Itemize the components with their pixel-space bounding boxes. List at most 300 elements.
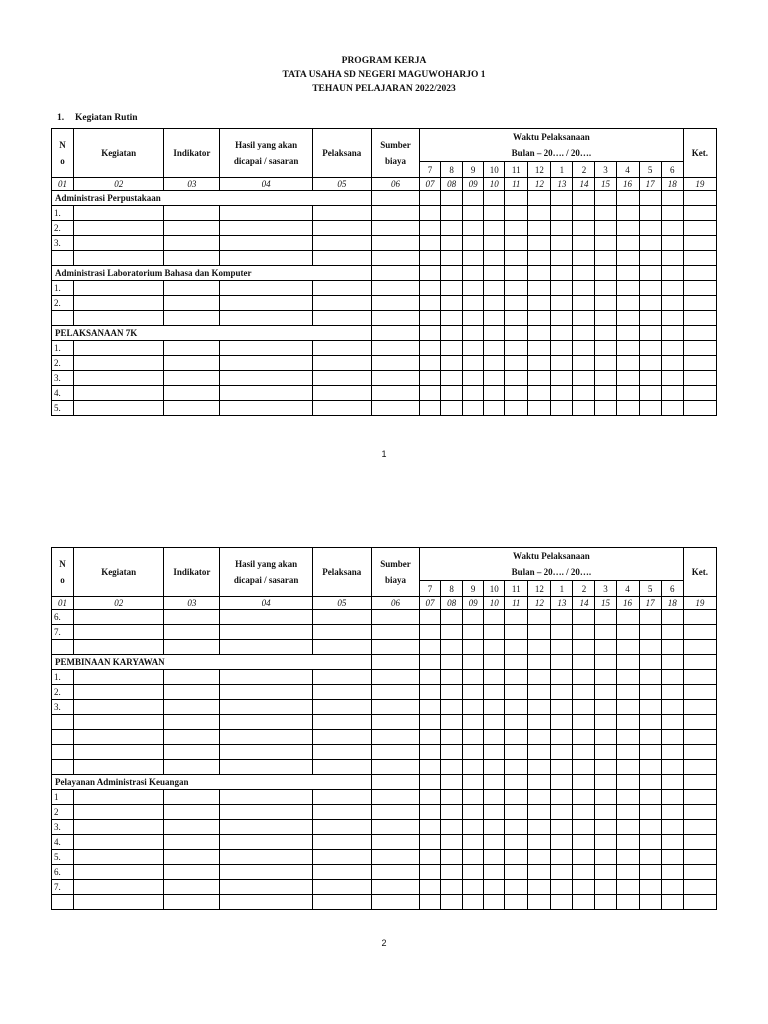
table-cell bbox=[595, 700, 616, 715]
table-cell bbox=[505, 625, 528, 640]
table-cell bbox=[639, 730, 661, 745]
table-cell bbox=[616, 655, 639, 670]
header-row bbox=[52, 129, 717, 162]
document-title-line-1: PROGRAM KERJA bbox=[341, 56, 427, 66]
row-number: 7. bbox=[52, 880, 74, 895]
table-cell bbox=[484, 700, 505, 715]
table-cell bbox=[639, 386, 661, 401]
table-cell bbox=[484, 655, 505, 670]
month-header: 6 bbox=[661, 581, 683, 597]
month-header: 2 bbox=[573, 581, 595, 597]
table-cell bbox=[164, 625, 220, 640]
table-cell bbox=[420, 281, 441, 296]
table-cell bbox=[441, 880, 463, 895]
table-cell bbox=[312, 895, 371, 910]
table-cell bbox=[683, 356, 716, 371]
table-cell bbox=[420, 775, 441, 790]
table-cell bbox=[505, 730, 528, 745]
table-cell bbox=[74, 386, 164, 401]
table-cell bbox=[505, 865, 528, 880]
table-cell bbox=[551, 640, 573, 655]
table-cell bbox=[616, 311, 639, 326]
month-header: 9 bbox=[463, 162, 484, 178]
column-number: 14 bbox=[573, 597, 595, 610]
table-cell bbox=[164, 251, 220, 266]
table-cell bbox=[312, 820, 371, 835]
table-cell bbox=[420, 685, 441, 700]
table-cell bbox=[551, 655, 573, 670]
table-cell bbox=[505, 685, 528, 700]
table-cell bbox=[616, 266, 639, 281]
table-cell bbox=[463, 685, 484, 700]
table-cell bbox=[528, 835, 551, 850]
column-number: 02 bbox=[74, 597, 164, 610]
table-cell bbox=[371, 760, 419, 775]
table-cell bbox=[639, 775, 661, 790]
table-cell bbox=[505, 236, 528, 251]
table-cell bbox=[616, 401, 639, 416]
table-cell bbox=[74, 356, 164, 371]
row-number bbox=[52, 745, 74, 760]
table-cell bbox=[484, 640, 505, 655]
row-number: 1. bbox=[52, 206, 74, 221]
table-row bbox=[52, 221, 717, 236]
table-cell bbox=[595, 326, 616, 341]
table-cell bbox=[164, 820, 220, 835]
table-cell bbox=[616, 745, 639, 760]
table-cell bbox=[573, 715, 595, 730]
table-cell bbox=[528, 745, 551, 760]
table-cell bbox=[595, 281, 616, 296]
work-program-table-page-2 bbox=[51, 547, 717, 910]
header-hasil: Hasil yang akan dicapai / sasaran bbox=[220, 129, 312, 178]
table-cell bbox=[220, 640, 312, 655]
table-cell bbox=[371, 251, 419, 266]
table-cell bbox=[371, 311, 419, 326]
table-cell bbox=[164, 281, 220, 296]
table-cell bbox=[164, 685, 220, 700]
table-cell bbox=[573, 760, 595, 775]
month-header: 8 bbox=[441, 162, 463, 178]
table-cell bbox=[639, 835, 661, 850]
column-number: 15 bbox=[595, 178, 616, 191]
document-title-line-3: TEHAUN PELAJARAN 2022/2023 bbox=[312, 84, 456, 94]
table-cell bbox=[595, 311, 616, 326]
column-number: 14 bbox=[573, 178, 595, 191]
table-cell bbox=[616, 206, 639, 221]
table-cell bbox=[312, 625, 371, 640]
table-row bbox=[52, 895, 717, 910]
table-cell bbox=[616, 386, 639, 401]
table-cell bbox=[505, 326, 528, 341]
table-cell bbox=[573, 745, 595, 760]
table-cell bbox=[420, 371, 441, 386]
table-cell bbox=[441, 685, 463, 700]
table-cell bbox=[595, 715, 616, 730]
table-cell bbox=[441, 760, 463, 775]
table-cell bbox=[639, 341, 661, 356]
table-cell bbox=[661, 625, 683, 640]
table-cell bbox=[484, 236, 505, 251]
table-cell bbox=[312, 610, 371, 625]
table-cell bbox=[371, 895, 419, 910]
group-row bbox=[52, 191, 717, 206]
table-cell bbox=[420, 326, 441, 341]
table-cell bbox=[528, 206, 551, 221]
table-cell bbox=[551, 730, 573, 745]
row-number: 1. bbox=[52, 281, 74, 296]
table-cell bbox=[220, 685, 312, 700]
table-cell bbox=[220, 715, 312, 730]
table-cell bbox=[595, 356, 616, 371]
table-cell bbox=[220, 356, 312, 371]
table-cell bbox=[505, 715, 528, 730]
table-cell bbox=[312, 805, 371, 820]
table-cell bbox=[220, 745, 312, 760]
table-cell bbox=[164, 221, 220, 236]
group-label: Pelayanan Administrasi Keuangan bbox=[52, 775, 372, 790]
table-cell bbox=[164, 730, 220, 745]
table-cell bbox=[220, 251, 312, 266]
table-cell bbox=[505, 805, 528, 820]
table-cell bbox=[505, 655, 528, 670]
table-cell bbox=[484, 386, 505, 401]
table-cell bbox=[74, 850, 164, 865]
table-cell bbox=[616, 835, 639, 850]
table-cell bbox=[312, 700, 371, 715]
table-cell bbox=[639, 670, 661, 685]
table-cell bbox=[595, 820, 616, 835]
table-cell bbox=[616, 730, 639, 745]
table-row bbox=[52, 790, 717, 805]
table-cell bbox=[463, 191, 484, 206]
row-number: 3. bbox=[52, 236, 74, 251]
table-cell bbox=[639, 700, 661, 715]
table-cell bbox=[164, 610, 220, 625]
table-cell bbox=[573, 206, 595, 221]
table-cell bbox=[616, 356, 639, 371]
table-cell bbox=[463, 341, 484, 356]
month-header: 1 bbox=[551, 581, 573, 597]
table-cell bbox=[312, 760, 371, 775]
table-cell bbox=[74, 221, 164, 236]
table-cell bbox=[463, 236, 484, 251]
table-cell bbox=[683, 371, 716, 386]
table-cell bbox=[312, 850, 371, 865]
table-cell bbox=[463, 835, 484, 850]
work-program-table-page-1 bbox=[51, 128, 717, 416]
table-cell bbox=[74, 296, 164, 311]
table-cell bbox=[616, 251, 639, 266]
table-cell bbox=[484, 820, 505, 835]
table-cell bbox=[616, 326, 639, 341]
table-cell bbox=[371, 865, 419, 880]
table-cell bbox=[463, 670, 484, 685]
table-cell bbox=[371, 670, 419, 685]
table-cell bbox=[683, 341, 716, 356]
table-row bbox=[52, 625, 717, 640]
table-cell bbox=[371, 610, 419, 625]
table-cell bbox=[616, 371, 639, 386]
table-cell bbox=[420, 820, 441, 835]
table-cell bbox=[463, 640, 484, 655]
table-cell bbox=[573, 805, 595, 820]
table-cell bbox=[573, 625, 595, 640]
table-cell bbox=[616, 341, 639, 356]
table-cell bbox=[463, 730, 484, 745]
month-header: 5 bbox=[639, 162, 661, 178]
table-cell bbox=[683, 670, 716, 685]
table-cell bbox=[595, 895, 616, 910]
table-cell bbox=[528, 191, 551, 206]
table-cell bbox=[528, 401, 551, 416]
table-cell bbox=[505, 221, 528, 236]
table-cell bbox=[528, 775, 551, 790]
table-cell bbox=[463, 356, 484, 371]
table-row bbox=[52, 805, 717, 820]
header-hasil: Hasil yang akan dicapai / sasaran bbox=[220, 548, 312, 597]
column-number: 19 bbox=[683, 597, 716, 610]
table-cell bbox=[312, 296, 371, 311]
table-cell bbox=[420, 715, 441, 730]
table-cell bbox=[616, 715, 639, 730]
column-number: 10 bbox=[484, 597, 505, 610]
table-cell bbox=[463, 805, 484, 820]
table-cell bbox=[484, 311, 505, 326]
table-cell bbox=[661, 655, 683, 670]
table-cell bbox=[484, 790, 505, 805]
table-cell bbox=[420, 700, 441, 715]
table-cell bbox=[164, 386, 220, 401]
table-cell bbox=[371, 401, 419, 416]
table-cell bbox=[639, 281, 661, 296]
table-cell bbox=[484, 281, 505, 296]
table-cell bbox=[661, 640, 683, 655]
table-cell bbox=[441, 281, 463, 296]
table-cell bbox=[74, 685, 164, 700]
table-cell bbox=[595, 386, 616, 401]
table-cell bbox=[441, 655, 463, 670]
table-cell bbox=[551, 191, 573, 206]
row-number: 5. bbox=[52, 850, 74, 865]
table-row bbox=[52, 371, 717, 386]
table-cell bbox=[441, 296, 463, 311]
table-cell bbox=[74, 715, 164, 730]
table-cell bbox=[528, 805, 551, 820]
table-cell bbox=[683, 191, 716, 206]
row-number: 6. bbox=[52, 865, 74, 880]
table-cell bbox=[420, 311, 441, 326]
group-row bbox=[52, 775, 717, 790]
table-cell bbox=[220, 281, 312, 296]
table-cell bbox=[164, 880, 220, 895]
table-cell bbox=[74, 880, 164, 895]
table-cell bbox=[661, 311, 683, 326]
table-cell bbox=[661, 775, 683, 790]
table-cell bbox=[505, 251, 528, 266]
table-cell bbox=[573, 341, 595, 356]
table-cell bbox=[573, 610, 595, 625]
table-cell bbox=[484, 341, 505, 356]
table-cell bbox=[420, 266, 441, 281]
table-cell bbox=[371, 371, 419, 386]
table-cell bbox=[312, 251, 371, 266]
table-cell bbox=[616, 790, 639, 805]
row-number: 2. bbox=[52, 296, 74, 311]
table-cell bbox=[74, 805, 164, 820]
header-kegiatan: Kegiatan bbox=[74, 548, 164, 597]
row-number bbox=[52, 640, 74, 655]
table-cell bbox=[573, 895, 595, 910]
table-cell bbox=[573, 236, 595, 251]
table-cell bbox=[463, 206, 484, 221]
table-cell bbox=[528, 880, 551, 895]
month-header: 10 bbox=[484, 162, 505, 178]
row-number: 2 bbox=[52, 805, 74, 820]
table-cell bbox=[595, 670, 616, 685]
table-row bbox=[52, 640, 717, 655]
table-cell bbox=[312, 401, 371, 416]
table-cell bbox=[639, 251, 661, 266]
table-cell bbox=[420, 655, 441, 670]
table-cell bbox=[441, 805, 463, 820]
table-cell bbox=[551, 670, 573, 685]
table-cell bbox=[420, 251, 441, 266]
table-cell bbox=[683, 236, 716, 251]
table-cell bbox=[312, 685, 371, 700]
table-cell bbox=[595, 745, 616, 760]
table-cell bbox=[371, 341, 419, 356]
table-row bbox=[52, 386, 717, 401]
table-cell bbox=[420, 296, 441, 311]
table-cell bbox=[74, 625, 164, 640]
table-cell bbox=[551, 266, 573, 281]
table-cell bbox=[371, 296, 419, 311]
table-cell bbox=[441, 700, 463, 715]
table-cell bbox=[505, 790, 528, 805]
table-cell bbox=[639, 805, 661, 820]
table-cell bbox=[528, 356, 551, 371]
table-cell bbox=[595, 835, 616, 850]
table-cell bbox=[371, 805, 419, 820]
month-header: 7 bbox=[420, 581, 441, 597]
table-cell bbox=[639, 865, 661, 880]
table-cell bbox=[595, 625, 616, 640]
table-cell bbox=[683, 625, 716, 640]
table-cell bbox=[661, 281, 683, 296]
table-cell bbox=[551, 790, 573, 805]
table-cell bbox=[683, 221, 716, 236]
table-cell bbox=[420, 730, 441, 745]
table-cell bbox=[528, 221, 551, 236]
table-cell bbox=[463, 655, 484, 670]
table-cell bbox=[616, 236, 639, 251]
table-cell bbox=[420, 850, 441, 865]
table-cell bbox=[484, 730, 505, 745]
table-cell bbox=[528, 820, 551, 835]
table-cell bbox=[484, 805, 505, 820]
table-cell bbox=[164, 356, 220, 371]
table-row bbox=[52, 850, 717, 865]
table-cell bbox=[441, 266, 463, 281]
header-kegiatan: Kegiatan bbox=[74, 129, 164, 178]
table-cell bbox=[312, 640, 371, 655]
table-cell bbox=[639, 895, 661, 910]
table-cell bbox=[420, 805, 441, 820]
table-cell bbox=[164, 850, 220, 865]
table-row bbox=[52, 820, 717, 835]
table-cell bbox=[220, 401, 312, 416]
table-cell bbox=[551, 745, 573, 760]
table-cell bbox=[74, 341, 164, 356]
table-cell bbox=[661, 386, 683, 401]
group-row bbox=[52, 326, 717, 341]
table-cell bbox=[683, 326, 716, 341]
table-cell bbox=[420, 835, 441, 850]
column-number: 16 bbox=[616, 178, 639, 191]
table-cell bbox=[74, 371, 164, 386]
table-cell bbox=[683, 700, 716, 715]
table-cell bbox=[661, 880, 683, 895]
table-cell bbox=[371, 775, 419, 790]
table-cell bbox=[505, 880, 528, 895]
row-number: 4. bbox=[52, 386, 74, 401]
table-cell bbox=[164, 745, 220, 760]
table-cell bbox=[463, 386, 484, 401]
table-cell bbox=[661, 835, 683, 850]
table-cell bbox=[639, 266, 661, 281]
table-cell bbox=[616, 610, 639, 625]
row-number: 7. bbox=[52, 625, 74, 640]
table-cell bbox=[661, 850, 683, 865]
table-cell bbox=[551, 281, 573, 296]
column-number: 11 bbox=[505, 178, 528, 191]
table-cell bbox=[220, 895, 312, 910]
table-cell bbox=[371, 236, 419, 251]
table-cell bbox=[573, 371, 595, 386]
table-row bbox=[52, 281, 717, 296]
table-row bbox=[52, 760, 717, 775]
table-cell bbox=[484, 206, 505, 221]
table-cell bbox=[371, 625, 419, 640]
row-number: 3. bbox=[52, 820, 74, 835]
table-cell bbox=[420, 356, 441, 371]
table-cell bbox=[420, 610, 441, 625]
table-cell bbox=[74, 640, 164, 655]
column-number: 03 bbox=[164, 178, 220, 191]
table-cell bbox=[616, 865, 639, 880]
table-cell bbox=[551, 865, 573, 880]
section-heading bbox=[57, 113, 138, 123]
header-ket: Ket. bbox=[683, 548, 716, 597]
table-cell bbox=[371, 730, 419, 745]
table-body bbox=[52, 610, 717, 910]
table-cell bbox=[484, 865, 505, 880]
table-cell bbox=[528, 610, 551, 625]
table-cell bbox=[484, 326, 505, 341]
table-cell bbox=[551, 311, 573, 326]
header-no: N o bbox=[52, 548, 74, 597]
table-cell bbox=[505, 356, 528, 371]
table-cell bbox=[484, 356, 505, 371]
table-cell bbox=[371, 850, 419, 865]
table-cell bbox=[505, 745, 528, 760]
table-cell bbox=[505, 401, 528, 416]
header-sumber-biaya: Sumber biaya bbox=[371, 129, 419, 178]
group-label: Administrasi Perpustakaan bbox=[52, 191, 372, 206]
table-cell bbox=[616, 670, 639, 685]
table-cell bbox=[573, 311, 595, 326]
